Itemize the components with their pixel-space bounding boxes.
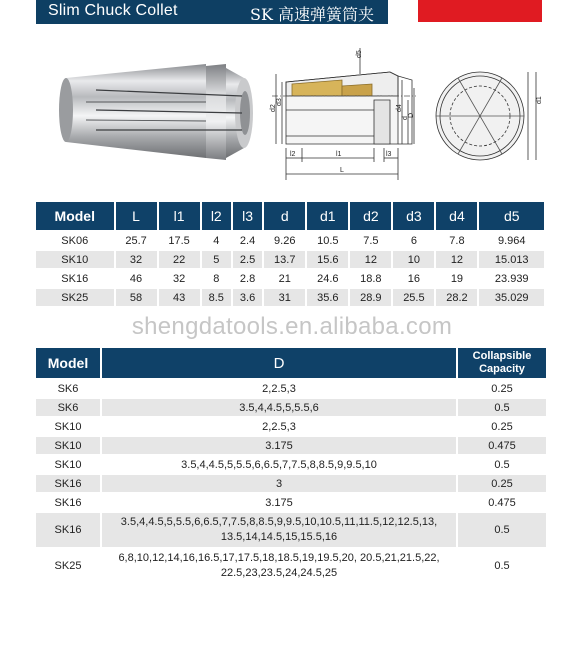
table-cell: 5: [202, 251, 231, 268]
table-cell: 10: [393, 251, 434, 268]
table-cell: 28.9: [350, 289, 391, 306]
table-row: [36, 380, 546, 397]
table-cell: 32: [116, 251, 157, 268]
table-cell: 35.029: [479, 289, 544, 306]
col-d5: d5: [479, 202, 544, 230]
table-cell: 25.7: [125, 234, 147, 247]
table-cell: 7.8: [449, 234, 465, 247]
col-d2: d2: [350, 202, 391, 230]
dimension-table: [34, 200, 546, 308]
model-cell: SK6: [57, 382, 79, 395]
table-cell: 8: [213, 272, 220, 285]
capacity-cell: 0.25: [491, 382, 513, 395]
model-cell: SK16: [54, 496, 82, 509]
dimension-header-row: [36, 202, 544, 230]
collet-photo: [56, 56, 258, 166]
table-cell: SK10: [36, 251, 114, 268]
model-cell: SK16: [36, 513, 100, 547]
collet-side-drawing: [262, 40, 420, 185]
label-D: D: [408, 112, 415, 118]
table-row: [36, 437, 546, 454]
diameter-cell: 3.5,4,4.5,5,5.5,6,6.5,7,7.5,8,8.5,9,9.5,10: [181, 458, 377, 471]
capacity-cell: 0.5: [494, 458, 510, 471]
table-cell: 28.2: [436, 289, 477, 306]
table-cell: 31: [264, 289, 305, 306]
col-d4: d4: [436, 202, 477, 230]
label-l2: l2: [290, 151, 296, 158]
red-accent-block: [418, 0, 542, 22]
table-cell: 15.6: [307, 251, 348, 268]
table-cell: 4: [213, 234, 220, 247]
title-banner: [36, 0, 388, 24]
table-cell: 9.964: [497, 234, 526, 247]
table-cell: 7.5: [363, 234, 379, 247]
table-cell: 58: [116, 289, 157, 306]
table-cell: 6: [410, 234, 417, 247]
table-row: [36, 399, 546, 416]
model-cell: SK25: [54, 559, 82, 572]
col-D: D: [102, 348, 456, 378]
table-row: [36, 475, 546, 492]
table-cell: 8.5: [202, 289, 231, 306]
col-d: d: [264, 202, 305, 230]
table-row: [36, 232, 544, 249]
table-cell: 12: [350, 251, 391, 268]
table-cell: 22: [159, 251, 200, 268]
diameter-cell: 3.5,4,4.5,5,5.5,6: [102, 399, 456, 416]
table-cell: 16: [407, 272, 421, 285]
table-row: [36, 549, 546, 583]
capacity-table: [34, 346, 548, 585]
table-row: [36, 418, 546, 435]
label-d: d: [402, 116, 409, 120]
col-collapsible-capacity: [458, 348, 546, 378]
col-L: L: [116, 202, 157, 230]
label-l3: l3: [386, 151, 392, 158]
table-cell: 21: [278, 272, 291, 285]
col-l3: l3: [233, 202, 262, 230]
table-cell: SK25: [36, 289, 114, 306]
diameter-cell: [102, 549, 456, 583]
capacity-cell: 0.5: [458, 513, 546, 547]
model-cell: SK6: [36, 399, 100, 416]
table-cell: 17.5: [168, 234, 190, 247]
diameter-line: 3.5,4,4.5,5,5.5,6,6.5,7,7.5,8,8.5,9,9.5,10,10.5,11,11.5,12,12.5,13,: [120, 516, 438, 528]
label-d5: d5: [356, 50, 363, 58]
col-model: Model: [36, 348, 100, 378]
diameter-line: 13.5,14,14.5,15,15.5,16: [220, 531, 338, 543]
diameter-line: 22.5,23,23.5,24,24.5,25: [220, 567, 338, 579]
table-cell: 15.013: [479, 251, 544, 268]
table-cell: 9.26: [274, 234, 296, 247]
capacity-header-line1: Collapsible: [472, 350, 532, 362]
title-cn: SK 高速弹簧筒夹: [250, 5, 375, 24]
table-cell: 18.8: [360, 272, 382, 285]
diameter-cell: 3.175: [102, 437, 456, 454]
table-row: [36, 456, 546, 473]
col-l1: l1: [159, 202, 200, 230]
table-cell: 12: [436, 251, 477, 268]
model-cell: SK10: [54, 420, 82, 433]
capacity-cell: 0.5: [494, 559, 510, 572]
table-cell: 10.5: [317, 234, 339, 247]
table-cell: 3.6: [233, 289, 262, 306]
model-cell: SK10: [54, 458, 82, 471]
col-d1: d1: [307, 202, 348, 230]
table-row: [36, 289, 544, 306]
label-l1: l1: [336, 151, 342, 158]
capacity-cell: 0.475: [458, 437, 546, 454]
table-row: [36, 270, 544, 287]
table-cell: 13.7: [264, 251, 305, 268]
label-d1: d1: [536, 96, 543, 104]
table-cell: 2.5: [233, 251, 262, 268]
watermark: shengdatools.en.alibaba.com: [131, 313, 453, 340]
diameter-cell: 2,2.5,3: [262, 382, 296, 395]
col-d3: d3: [393, 202, 434, 230]
table-row: [36, 251, 544, 268]
title-en: Slim Chuck Collet: [48, 2, 178, 19]
capacity-cell: 0.25: [491, 420, 513, 433]
label-d4: d4: [396, 104, 403, 112]
label-d2: d2: [270, 104, 277, 112]
table-cell: 2.4: [239, 234, 256, 247]
capacity-header-line2: Capacity: [479, 363, 525, 375]
table-cell: 35.6: [307, 289, 348, 306]
col-model: Model: [36, 202, 114, 230]
diameter-cell: 2,2.5,3: [262, 420, 296, 433]
table-row: [36, 494, 546, 511]
table-cell: 25.5: [393, 289, 434, 306]
capacity-cell: 0.25: [458, 475, 546, 492]
table-cell: 23.939: [494, 272, 529, 285]
table-cell: 46: [129, 272, 143, 285]
capacity-cell: 0.5: [458, 399, 546, 416]
diameter-cell: 3: [102, 475, 456, 492]
table-cell: SK16: [61, 272, 89, 285]
table-cell: 19: [450, 272, 464, 285]
collet-front-drawing: [428, 64, 548, 176]
table-row: [36, 513, 546, 547]
capacity-header-row: [36, 348, 546, 378]
diameter-cell: [102, 513, 456, 547]
col-l2: l2: [202, 202, 231, 230]
model-cell: SK16: [36, 475, 100, 492]
capacity-cell: 0.475: [488, 496, 516, 509]
diameter-cell: 3.175: [265, 496, 293, 509]
label-d3: d3: [276, 98, 283, 106]
model-cell: SK10: [36, 437, 100, 454]
table-cell: 24.6: [317, 272, 339, 285]
diameter-line: 6,8,10,12,14,16,16.5,17,17.5,18,18.5,19,19.5,20, 20.5,21,21.5,22,: [118, 552, 440, 564]
label-L: L: [340, 167, 344, 174]
table-cell: 2.8: [239, 272, 256, 285]
table-cell: 43: [159, 289, 200, 306]
table-cell: SK06: [61, 234, 89, 247]
table-cell: 32: [172, 272, 186, 285]
